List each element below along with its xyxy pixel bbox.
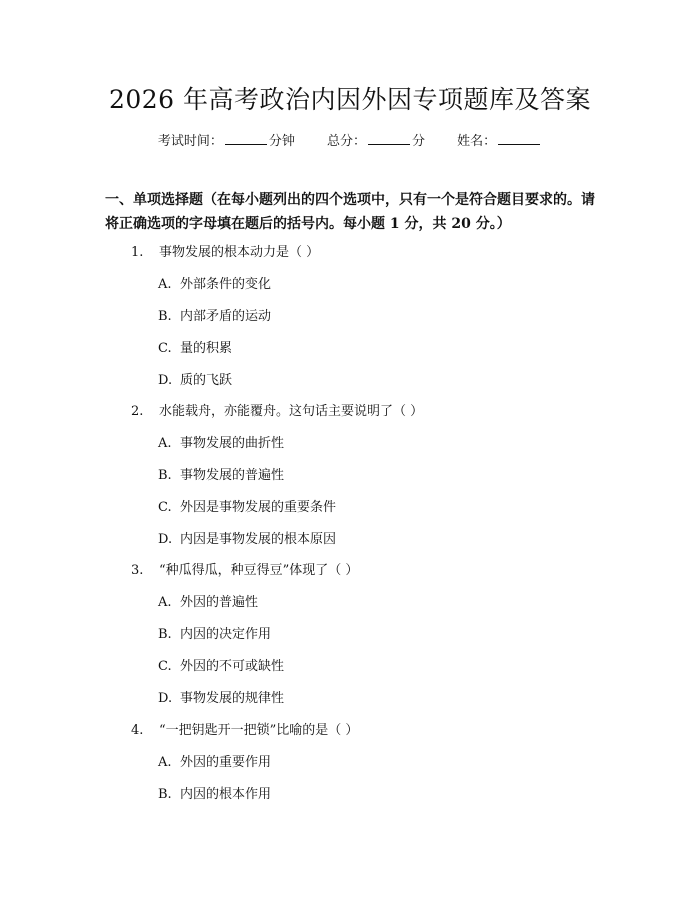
option-text: 内部矛盾的运动 <box>180 309 272 324</box>
option-2c[interactable] <box>158 499 336 517</box>
question-number: 3. <box>131 563 144 578</box>
question-number: 2. <box>131 404 144 419</box>
option-1b[interactable] <box>158 308 271 326</box>
option-letter: C. <box>158 500 172 515</box>
exam-time-label: 考试时间： <box>157 134 223 149</box>
option-text: 事物发展的普遍性 <box>180 468 285 483</box>
option-4b[interactable] <box>158 786 271 804</box>
total-score-field <box>327 132 425 151</box>
option-letter: B. <box>158 787 172 802</box>
total-score-blank[interactable] <box>368 132 410 145</box>
exam-time-blank[interactable] <box>225 132 267 145</box>
option-3a[interactable] <box>158 594 258 612</box>
exam-info-line <box>0 132 700 151</box>
question-stem: “种瓜得瓜，种豆得豆”体现了（ ） <box>159 563 359 578</box>
document-title: 2026 年高考政治内因外因专项题库及答案 <box>108 85 592 114</box>
option-text: 事物发展的曲折性 <box>180 436 285 451</box>
option-text: 外因的重要作用 <box>180 755 272 770</box>
option-text: 外因的普遍性 <box>180 595 259 610</box>
student-name-field <box>457 132 542 151</box>
option-letter: A. <box>158 277 172 292</box>
option-3d[interactable] <box>158 690 284 708</box>
option-4a[interactable] <box>158 754 271 772</box>
option-2b[interactable] <box>158 467 284 485</box>
question-stem: 水能载舟，亦能覆舟。这句话主要说明了（ ） <box>159 404 424 419</box>
option-text: 内因的根本作用 <box>180 787 272 802</box>
option-1c[interactable] <box>158 340 232 358</box>
option-2d[interactable] <box>158 531 336 549</box>
question-1 <box>131 244 319 262</box>
option-letter: A. <box>158 755 172 770</box>
option-3b[interactable] <box>158 626 271 644</box>
option-text: 量的积累 <box>180 341 233 356</box>
option-letter: B. <box>158 309 172 324</box>
option-2a[interactable] <box>158 435 284 453</box>
option-1d[interactable] <box>158 372 232 390</box>
option-letter: B. <box>158 468 172 483</box>
option-letter: A. <box>158 595 172 610</box>
exam-time-field <box>158 132 295 151</box>
option-letter: D. <box>158 532 173 547</box>
option-text: 内因的决定作用 <box>180 627 272 642</box>
total-score-unit: 分 <box>412 134 426 149</box>
exam-time-unit: 分钟 <box>268 134 295 149</box>
option-text: 事物发展的规律性 <box>180 691 285 706</box>
question-stem: “一把钥匙开一把锁”比喻的是（ ） <box>159 723 359 738</box>
option-letter: C. <box>158 659 172 674</box>
student-name-blank[interactable] <box>498 132 540 145</box>
option-text: 外因的不可或缺性 <box>180 659 285 674</box>
option-letter: B. <box>158 627 172 642</box>
total-score-label: 总分： <box>326 134 366 149</box>
option-letter: A. <box>158 436 172 451</box>
question-3 <box>131 562 358 580</box>
option-letter: D. <box>158 691 173 706</box>
option-3c[interactable] <box>158 658 284 676</box>
option-text: 外部条件的变化 <box>180 277 272 292</box>
option-letter: C. <box>158 341 172 356</box>
option-text: 内因是事物发展的根本原因 <box>180 532 337 547</box>
question-stem: 事物发展的根本动力是（ ） <box>159 245 320 260</box>
question-number: 4. <box>131 723 144 738</box>
question-2 <box>131 403 423 421</box>
option-letter: D. <box>158 373 173 388</box>
option-text: 质的飞跃 <box>180 373 233 388</box>
student-name-label: 姓名： <box>457 134 497 149</box>
option-1a[interactable] <box>158 276 271 294</box>
question-number: 1. <box>131 245 144 260</box>
question-4 <box>131 722 358 740</box>
section-heading: 一、单项选择题（在每小题列出的四个选项中，只有一个是符合题目要求的。请将正确选项的字母填在题后的括号内。每小题 1 分，共 20 分。） <box>105 192 595 232</box>
option-text: 外因是事物发展的重要条件 <box>180 500 337 515</box>
